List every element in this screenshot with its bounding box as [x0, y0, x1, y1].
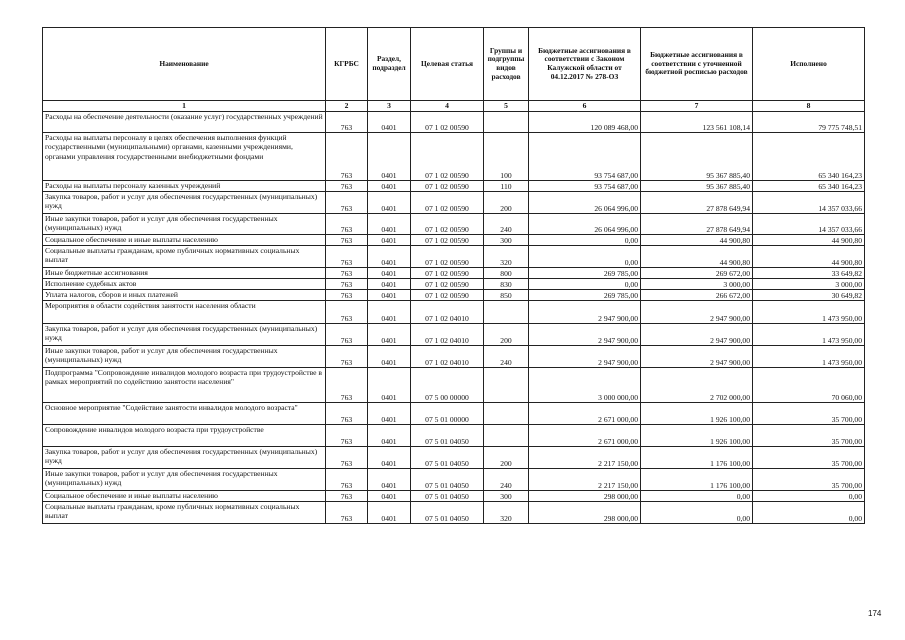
row-name: Иные закупки товаров, работ и услуг для обеспечения государственных (муниципальных) нужд [43, 346, 326, 368]
row-refined-amount: 269 672,00 [641, 268, 753, 279]
row-executed-amount: 1 473 950,00 [753, 301, 865, 324]
row-section: 0401 [368, 447, 411, 469]
row-law-amount: 3 000 000,00 [529, 368, 641, 403]
row-target: 07 1 02 04010 [411, 301, 484, 324]
row-kgrbs: 763 [326, 447, 368, 469]
row-section: 0401 [368, 324, 411, 346]
row-section: 0401 [368, 502, 411, 524]
row-executed-amount: 3 000,00 [753, 279, 865, 290]
row-kgrbs: 763 [326, 346, 368, 368]
row-law-amount: 93 754 687,00 [529, 181, 641, 192]
row-kgrbs: 763 [326, 491, 368, 502]
row-law-amount: 0,00 [529, 235, 641, 246]
row-section: 0401 [368, 346, 411, 368]
row-law-amount: 0,00 [529, 246, 641, 268]
row-group: 300 [484, 491, 529, 502]
row-law-amount: 2 671 000,00 [529, 425, 641, 447]
row-kgrbs: 763 [326, 290, 368, 301]
row-name: Социальное обеспечение и иные выплаты населению [43, 235, 326, 246]
column-number: 2 [326, 101, 368, 112]
row-refined-amount: 2 947 900,00 [641, 324, 753, 346]
row-refined-amount: 1 176 100,00 [641, 469, 753, 491]
row-target: 07 1 02 00590 [411, 246, 484, 268]
row-section: 0401 [368, 469, 411, 491]
row-name: Закупка товаров, работ и услуг для обеспечения государственных (муниципальных) нужд [43, 447, 326, 469]
row-group: 200 [484, 447, 529, 469]
row-group: 240 [484, 346, 529, 368]
row-executed-amount: 35 700,00 [753, 447, 865, 469]
row-name: Иные закупки товаров, работ и услуг для обеспечения государственных (муниципальных) нужд [43, 214, 326, 235]
row-executed-amount: 70 060,00 [753, 368, 865, 403]
row-kgrbs: 763 [326, 279, 368, 290]
row-section: 0401 [368, 368, 411, 403]
row-name: Социальные выплаты гражданам, кроме публичных нормативных социальных выплат [43, 246, 326, 268]
row-target: 07 5 01 04050 [411, 502, 484, 524]
row-refined-amount: 1 926 100,00 [641, 403, 753, 425]
row-group [484, 301, 529, 324]
table-row [43, 235, 865, 246]
row-target: 07 1 02 04010 [411, 346, 484, 368]
row-name: Сопровождение инвалидов молодого возраста при трудоустройстве [43, 425, 326, 447]
row-name: Уплата налогов, сборов и иных платежей [43, 290, 326, 301]
row-kgrbs: 763 [326, 214, 368, 235]
header-law: Бюджетные ассигнования в соответствии с Законом Калужской области от 04.12.2017 № 278-ОЗ [529, 28, 641, 101]
row-target: 07 5 01 04050 [411, 469, 484, 491]
row-executed-amount: 65 340 164,23 [753, 181, 865, 192]
row-kgrbs: 763 [326, 181, 368, 192]
row-section: 0401 [368, 192, 411, 214]
table-row [43, 324, 865, 346]
column-number: 6 [529, 101, 641, 112]
table-row [43, 447, 865, 469]
row-kgrbs: 763 [326, 112, 368, 133]
table-row [43, 133, 865, 181]
row-kgrbs: 763 [326, 246, 368, 268]
header-section: Раздел, подраздел [368, 28, 411, 101]
row-group: 240 [484, 469, 529, 491]
row-executed-amount: 0,00 [753, 502, 865, 524]
row-refined-amount: 3 000,00 [641, 279, 753, 290]
row-kgrbs: 763 [326, 133, 368, 181]
table-row [43, 346, 865, 368]
row-refined-amount: 266 672,00 [641, 290, 753, 301]
row-kgrbs: 763 [326, 235, 368, 246]
row-law-amount: 2 217 150,00 [529, 447, 641, 469]
column-number: 8 [753, 101, 865, 112]
column-number-row [43, 101, 865, 112]
row-law-amount: 0,00 [529, 279, 641, 290]
row-refined-amount: 0,00 [641, 502, 753, 524]
row-target: 07 1 02 00590 [411, 112, 484, 133]
row-target: 07 1 02 00590 [411, 290, 484, 301]
row-kgrbs: 763 [326, 192, 368, 214]
row-refined-amount: 95 367 885,40 [641, 181, 753, 192]
row-executed-amount: 65 340 164,23 [753, 133, 865, 181]
row-section: 0401 [368, 279, 411, 290]
row-group: 320 [484, 502, 529, 524]
header-kgrbs: КГРБС [326, 28, 368, 101]
row-group: 110 [484, 181, 529, 192]
row-executed-amount: 44 900,80 [753, 246, 865, 268]
page-number: 174 [868, 609, 882, 618]
row-group: 200 [484, 324, 529, 346]
row-law-amount: 269 785,00 [529, 268, 641, 279]
row-refined-amount: 2 947 900,00 [641, 346, 753, 368]
row-group [484, 425, 529, 447]
row-executed-amount: 79 775 748,51 [753, 112, 865, 133]
row-target: 07 5 01 04050 [411, 491, 484, 502]
row-executed-amount: 35 700,00 [753, 425, 865, 447]
row-refined-amount: 2 947 900,00 [641, 301, 753, 324]
row-law-amount: 93 754 687,00 [529, 133, 641, 181]
header-name: Наименование [43, 28, 326, 101]
row-target: 07 1 02 00590 [411, 279, 484, 290]
row-refined-amount: 44 900,80 [641, 246, 753, 268]
row-target: 07 1 02 00590 [411, 214, 484, 235]
row-kgrbs: 763 [326, 425, 368, 447]
row-executed-amount: 44 900,80 [753, 235, 865, 246]
table-row [43, 279, 865, 290]
row-section: 0401 [368, 235, 411, 246]
row-group: 320 [484, 246, 529, 268]
row-target: 07 5 01 00000 [411, 403, 484, 425]
row-kgrbs: 763 [326, 301, 368, 324]
header-refined: Бюджетные ассигнования в соответствии с уточненной бюджетной росписью расходов [641, 28, 753, 101]
row-section: 0401 [368, 301, 411, 324]
row-refined-amount: 1 926 100,00 [641, 425, 753, 447]
table-row [43, 246, 865, 268]
table-row [43, 112, 865, 133]
row-group [484, 403, 529, 425]
row-kgrbs: 763 [326, 502, 368, 524]
row-group [484, 112, 529, 133]
row-section: 0401 [368, 425, 411, 447]
row-executed-amount: 33 649,82 [753, 268, 865, 279]
row-executed-amount: 35 700,00 [753, 403, 865, 425]
row-law-amount: 2 947 900,00 [529, 324, 641, 346]
column-number: 1 [43, 101, 326, 112]
row-executed-amount: 0,00 [753, 491, 865, 502]
row-kgrbs: 763 [326, 324, 368, 346]
row-executed-amount: 14 357 033,66 [753, 192, 865, 214]
row-section: 0401 [368, 268, 411, 279]
row-section: 0401 [368, 214, 411, 235]
row-section: 0401 [368, 112, 411, 133]
row-law-amount: 2 947 900,00 [529, 346, 641, 368]
row-kgrbs: 763 [326, 268, 368, 279]
row-target: 07 1 02 00590 [411, 181, 484, 192]
row-section: 0401 [368, 290, 411, 301]
row-group [484, 368, 529, 403]
row-law-amount: 26 064 996,00 [529, 214, 641, 235]
row-group: 240 [484, 214, 529, 235]
row-refined-amount: 2 702 000,00 [641, 368, 753, 403]
row-law-amount: 26 064 996,00 [529, 192, 641, 214]
header-groups: Группы и подгруппы видов расходов [484, 28, 529, 101]
column-number: 7 [641, 101, 753, 112]
row-target: 07 5 01 04050 [411, 425, 484, 447]
table-row [43, 403, 865, 425]
row-name: Подпрограмма "Сопровождение инвалидов молодого возраста при трудоустройстве в рамках мероприятий по содействию занятости населения" [43, 368, 326, 403]
row-kgrbs: 763 [326, 403, 368, 425]
row-executed-amount: 14 357 033,66 [753, 214, 865, 235]
row-section: 0401 [368, 403, 411, 425]
column-number: 3 [368, 101, 411, 112]
column-number: 4 [411, 101, 484, 112]
row-target: 07 1 02 00590 [411, 235, 484, 246]
row-refined-amount: 27 878 649,94 [641, 214, 753, 235]
row-name: Иные закупки товаров, работ и услуг для обеспечения государственных (муниципальных) нужд [43, 469, 326, 491]
row-group: 830 [484, 279, 529, 290]
row-target: 07 5 00 00000 [411, 368, 484, 403]
row-law-amount: 2 671 000,00 [529, 403, 641, 425]
row-section: 0401 [368, 133, 411, 181]
row-refined-amount: 44 900,80 [641, 235, 753, 246]
row-executed-amount: 35 700,00 [753, 469, 865, 491]
row-name: Закупка товаров, работ и услуг для обеспечения государственных (муниципальных) нужд [43, 192, 326, 214]
header-executed: Исполнено [753, 28, 865, 101]
budget-table [42, 27, 865, 524]
row-name: Социальное обеспечение и иные выплаты населению [43, 491, 326, 502]
row-name: Исполнение судебных актов [43, 279, 326, 290]
row-law-amount: 269 785,00 [529, 290, 641, 301]
row-law-amount: 298 000,00 [529, 491, 641, 502]
row-executed-amount: 1 473 950,00 [753, 324, 865, 346]
row-name: Закупка товаров, работ и услуг для обеспечения государственных (муниципальных) нужд [43, 324, 326, 346]
table-row [43, 301, 865, 324]
row-name: Мероприятия в области содействия занятости населения области [43, 301, 326, 324]
row-refined-amount: 0,00 [641, 491, 753, 502]
header-row [43, 28, 865, 101]
row-name: Расходы на выплаты персоналу в целях обеспечения выполнения функций государственными (муниципальными) органами, казенными учреждениями, органами управления государственными внебюджетными фондами [43, 133, 326, 181]
row-kgrbs: 763 [326, 469, 368, 491]
row-law-amount: 298 000,00 [529, 502, 641, 524]
row-executed-amount: 30 649,82 [753, 290, 865, 301]
row-group: 800 [484, 268, 529, 279]
row-refined-amount: 95 367 885,40 [641, 133, 753, 181]
row-section: 0401 [368, 491, 411, 502]
row-law-amount: 2 217 150,00 [529, 469, 641, 491]
row-group: 100 [484, 133, 529, 181]
row-kgrbs: 763 [326, 368, 368, 403]
table-row [43, 214, 865, 235]
column-number: 5 [484, 101, 529, 112]
row-target: 07 1 02 00590 [411, 192, 484, 214]
table-row [43, 268, 865, 279]
table-row [43, 502, 865, 524]
row-law-amount: 2 947 900,00 [529, 301, 641, 324]
row-section: 0401 [368, 181, 411, 192]
row-law-amount: 120 089 468,00 [529, 112, 641, 133]
table-row [43, 491, 865, 502]
row-target: 07 5 01 04050 [411, 447, 484, 469]
row-group: 300 [484, 235, 529, 246]
row-refined-amount: 27 878 649,94 [641, 192, 753, 214]
table-body [43, 112, 865, 524]
table-row [43, 290, 865, 301]
table-row [43, 425, 865, 447]
header-target: Целевая статья [411, 28, 484, 101]
table-row [43, 192, 865, 214]
row-refined-amount: 1 176 100,00 [641, 447, 753, 469]
row-refined-amount: 123 561 108,14 [641, 112, 753, 133]
budget-table-container [42, 27, 864, 524]
row-name: Расходы на обеспечение деятельности (оказание услуг) государственных учреждений [43, 112, 326, 133]
table-row [43, 368, 865, 403]
row-target: 07 1 02 00590 [411, 268, 484, 279]
row-group: 850 [484, 290, 529, 301]
table-row [43, 181, 865, 192]
row-target: 07 1 02 00590 [411, 133, 484, 181]
row-executed-amount: 1 473 950,00 [753, 346, 865, 368]
row-name: Иные бюджетные ассигнования [43, 268, 326, 279]
row-section: 0401 [368, 246, 411, 268]
row-name: Расходы на выплаты персоналу казенных учреждений [43, 181, 326, 192]
row-group: 200 [484, 192, 529, 214]
row-name: Социальные выплаты гражданам, кроме публичных нормативных социальных выплат [43, 502, 326, 524]
row-name: Основное мероприятие "Содействие занятости инвалидов молодого возраста" [43, 403, 326, 425]
row-target: 07 1 02 04010 [411, 324, 484, 346]
table-row [43, 469, 865, 491]
